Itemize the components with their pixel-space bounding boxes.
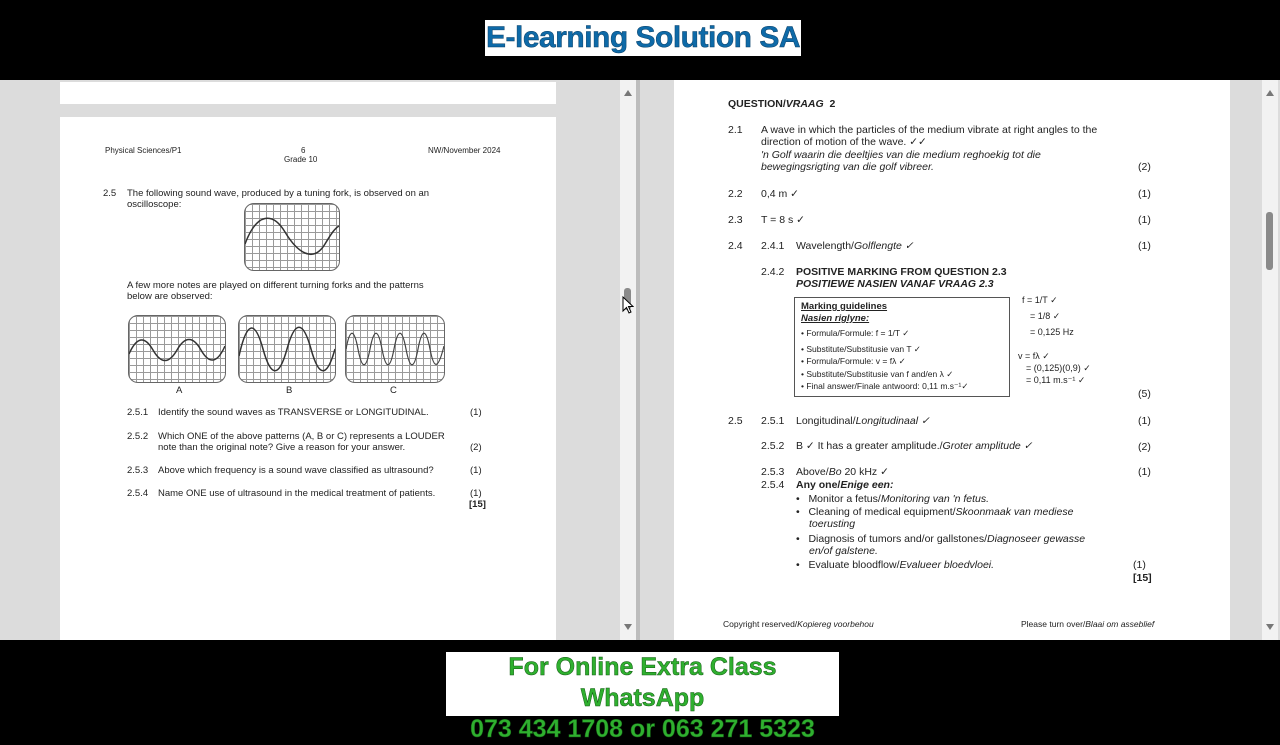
- guideline-item: • Substitute/Substitusie van T ✓: [801, 344, 921, 354]
- memo-viewer[interactable]: [640, 80, 1280, 640]
- sub-question-text: Identify the sound waves as TRANSVERSE or LONGITUDINAL.: [158, 407, 429, 418]
- pattern-label-a: A: [176, 385, 183, 396]
- whatsapp-promo-numbers: 073 434 1708 or 063 271 5323: [470, 715, 815, 743]
- answer-heading: POSITIVE MARKING FROM QUESTION 2.3: [796, 266, 1007, 278]
- answer-marks: (2): [1138, 161, 1151, 173]
- answer-text: B ✓ It has a greater amplitude./Groter amplitude ✓: [796, 440, 1033, 452]
- oscilloscope-pattern-a: [128, 315, 226, 383]
- answer-heading: Any one/Enige een:: [796, 479, 894, 491]
- guidelines-title-af: Nasien riglyne:: [801, 313, 870, 324]
- scroll-up-icon[interactable]: [1266, 90, 1274, 96]
- answer-number: 2.5.3: [761, 466, 785, 478]
- oscilloscope-pattern-c: [345, 315, 445, 383]
- answer-text-af: bewegingsrigting van die golf vibreer.: [761, 161, 934, 173]
- answer-heading-af: POSITIEWE NASIEN VANAF VRAAG 2.3: [796, 278, 994, 290]
- answer-text-af: 'n Golf waarin die deeltjies van die medium reghoekig tot die: [761, 149, 1041, 161]
- calc-line: v = fλ ✓: [1018, 351, 1050, 361]
- page-footer-copyright: Copyright reserved/Kopiereg voorbehou: [723, 619, 874, 629]
- question-text: oscilloscope:: [127, 199, 182, 210]
- answer-text: T = 8 s ✓: [761, 214, 805, 226]
- sub-question-marks: (1): [470, 465, 482, 476]
- question-total: [15]: [1133, 572, 1152, 584]
- answer-text: Above/Bo 20 kHz ✓: [796, 466, 889, 478]
- answer-marks: (1): [1138, 415, 1151, 427]
- right-scrollbar[interactable]: [1262, 80, 1278, 640]
- answer-number: 2.2: [728, 188, 743, 200]
- answer-marks: (1): [1138, 240, 1151, 252]
- question-total: [15]: [469, 499, 486, 510]
- oscilloscope-original-wave: [244, 203, 340, 271]
- sub-question-text: Above which frequency is a sound wave classified as ultrasound?: [158, 465, 434, 476]
- answer-number: 2.4.2: [761, 266, 785, 278]
- answer-bullet: • Diagnosis of tumors and/or gallstones/Diagnoseer gewasse: [796, 533, 1086, 545]
- sub-question-text: note than the original note? Give a reason for your answer.: [158, 442, 406, 453]
- scroll-down-icon[interactable]: [1266, 624, 1274, 630]
- answer-bullet: • Evaluate bloodflow/Evalueer bloedvloei.: [796, 559, 995, 571]
- answer-marks: (2): [1138, 441, 1151, 453]
- question-number: 2.5: [103, 188, 117, 199]
- sub-question-marks: (1): [470, 407, 482, 418]
- question-paper-viewer[interactable]: [0, 80, 620, 640]
- previous-page-bottom: [60, 82, 556, 104]
- guidelines-title: Marking guidelines: [801, 301, 888, 312]
- calc-line: = 0,125 Hz: [1030, 327, 1074, 337]
- calc-line: f = 1/T ✓: [1022, 295, 1058, 305]
- page-number: 6: [301, 146, 306, 155]
- answer-marks: (1): [1138, 214, 1151, 226]
- calc-line: = 0,11 m.s⁻¹ ✓: [1026, 375, 1086, 385]
- answer-number: 2.5.1: [761, 415, 785, 427]
- sub-question-text: Which ONE of the above patterns (A, B or C) represents a LOUDER: [158, 431, 445, 442]
- answer-number: 2.4.1: [761, 240, 785, 252]
- answer-bullet-cont: en/of galstene.: [809, 545, 878, 557]
- answer-marks: (1): [1133, 559, 1146, 571]
- scroll-up-icon[interactable]: [624, 90, 632, 96]
- page-header-grade: Grade 10: [284, 155, 318, 164]
- channel-banner-title: E-learning Solution SA: [485, 21, 800, 54]
- scroll-down-icon[interactable]: [624, 624, 632, 630]
- guideline-item: • Formula/Formule: v = fλ ✓: [801, 356, 906, 366]
- answer-number: 2.5.4: [761, 479, 785, 491]
- answer-number: 2.5.2: [761, 440, 785, 452]
- guideline-item: • Final answer/Finale antwoord: 0,11 m.s⁻¹✓: [801, 381, 969, 391]
- marking-guidelines-box: [794, 297, 1010, 397]
- question-heading: QUESTION/VRAAG 2: [728, 98, 836, 110]
- answer-marks: (5): [1138, 388, 1151, 400]
- answer-marks: (1): [1138, 466, 1151, 478]
- answer-number: 2.1: [728, 124, 743, 136]
- answer-number: 2.3: [728, 214, 743, 226]
- answer-bullet: • Cleaning of medical equipment/Skoonmaak van mediese: [796, 506, 1074, 518]
- sub-question-marks: (1): [470, 488, 482, 499]
- top-banner-bar: [0, 0, 1280, 78]
- calc-line: = (0,125)(0,9) ✓: [1026, 363, 1091, 373]
- scroll-thumb[interactable]: [1266, 212, 1273, 270]
- oscilloscope-pattern-b: [238, 315, 336, 383]
- pattern-label-b: B: [286, 385, 293, 396]
- guideline-item: • Formula/Formule: f = 1/T ✓: [801, 328, 910, 338]
- question-text: The following sound wave, produced by a tuning fork, is observed on an: [127, 188, 430, 199]
- answer-marks: (1): [1138, 188, 1151, 200]
- answer-text: A wave in which the particles of the medium vibrate at right angles to the: [761, 124, 1098, 136]
- answer-text: Wavelength/Golflengte ✓: [796, 240, 914, 252]
- answer-text: direction of motion of the wave. ✓✓: [761, 136, 927, 148]
- answer-bullet: • Monitor a fetus/Monitoring van 'n fetus.: [796, 493, 990, 505]
- calc-line: = 1/8 ✓: [1030, 311, 1061, 321]
- sub-question-number: 2.5.2: [127, 431, 149, 442]
- answer-number: 2.4: [728, 240, 743, 252]
- notes-text: below are observed:: [127, 291, 213, 302]
- question-page: [60, 117, 556, 640]
- answer-text: 0,4 m ✓: [761, 188, 799, 200]
- page-header-exam: NW/November 2024: [428, 146, 501, 155]
- answer-text: Longitudinal/Longitudinaal ✓: [796, 415, 930, 427]
- whatsapp-promo-line1: For Online Extra Class WhatsApp: [508, 653, 777, 712]
- whatsapp-promo: [446, 652, 839, 743]
- pattern-label-c: C: [390, 385, 397, 396]
- sub-question-number: 2.5.1: [127, 407, 149, 418]
- sub-question-text: Name ONE use of ultrasound in the medical treatment of patients.: [158, 488, 436, 499]
- page-footer-turnover: Please turn over/Blaai om asseblief: [1021, 619, 1155, 629]
- answer-number: 2.5: [728, 415, 743, 427]
- notes-text: A few more notes are played on different turning forks and the patterns: [127, 280, 424, 291]
- bottom-banner-bar: [0, 642, 1280, 743]
- page-header-subject: Physical Sciences/P1: [105, 146, 182, 155]
- sub-question-number: 2.5.4: [127, 488, 149, 499]
- sub-question-marks: (2): [470, 442, 482, 453]
- guideline-item: • Substitute/Substitusie van f and/en λ ✓: [801, 369, 954, 379]
- mouse-cursor-icon: [622, 296, 634, 316]
- left-scrollbar[interactable]: [620, 80, 636, 640]
- memo-page: [674, 80, 1230, 640]
- sub-question-number: 2.5.3: [127, 465, 149, 476]
- answer-bullet-cont: toerusting: [809, 518, 856, 530]
